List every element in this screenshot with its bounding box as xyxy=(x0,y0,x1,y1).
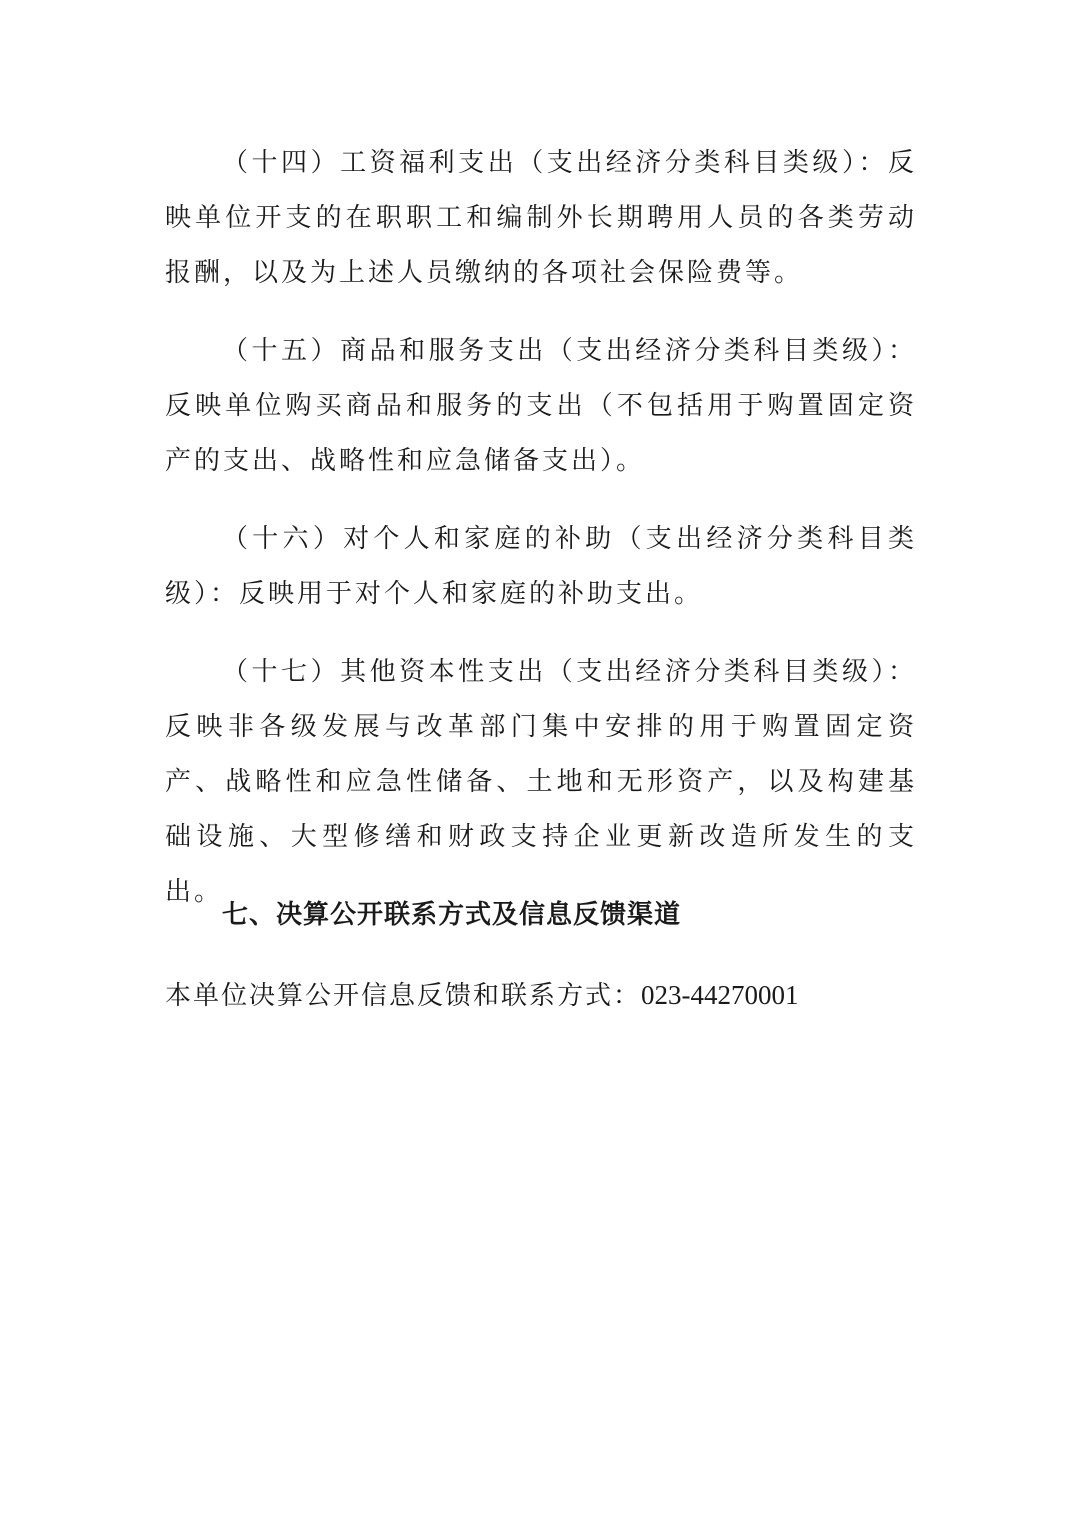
paragraph-item-15: （十五）商品和服务支出（支出经济分类科目类级）：反映单位购买商品和服务的支出（不包括用于购置固定资产的支出、战略性和应急储备支出）。 xyxy=(165,336,917,476)
contact-line xyxy=(165,968,799,1024)
paragraph-item-14: （十四）工资福利支出（支出经济分类科目类级）：反映单位开支的在职职工和编制外长期聘用人员的各类劳动报酬，以及为上述人员缴纳的各项社会保险费等。 xyxy=(165,148,917,288)
section-heading-contact: 七、决算公开联系方式及信息反馈渠道 xyxy=(222,900,682,930)
paragraph-item-16: （十六）对个人和家庭的补助（支出经济分类科目类级）：反映用于对个人和家庭的补助支出。 xyxy=(165,524,917,609)
paragraph-item-17: （十七）其他资本性支出（支出经济分类科目类级）：反映非各级发展与改革部门集中安排的用于购置固定资产、战略性和应急性储备、土地和无形资产，以及构建基础设施、大型修缮和财政支持企业更新改造所发生的支出。 xyxy=(165,657,917,907)
contact-phone: 023-44270001 xyxy=(641,980,799,1010)
contact-label: 本单位决算公开信息反馈和联系方式： xyxy=(165,981,642,1011)
